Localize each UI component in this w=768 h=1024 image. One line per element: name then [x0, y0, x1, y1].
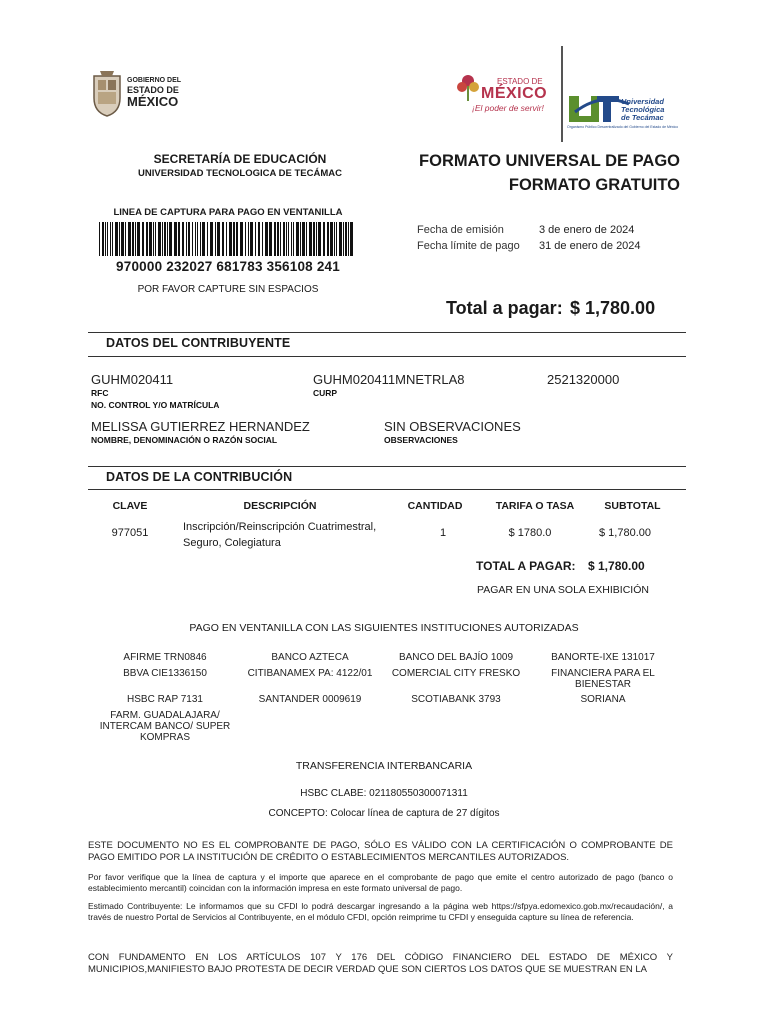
- contribuyente-section-title: DATOS DEL CONTRIBUYENTE: [106, 336, 291, 350]
- flower-emblem-icon: [455, 72, 481, 102]
- curp-value: GUHM020411MNETRLA8: [313, 372, 465, 387]
- capture-line-label: LINEA DE CAPTURA PARA PAGO EN VENTANILLA: [113, 207, 343, 218]
- bank-item: BANORTE-IXE 131017: [551, 652, 655, 663]
- barcode-bar: [167, 222, 168, 256]
- coat-of-arms-icon: [90, 68, 124, 118]
- curp-label: CURP: [313, 388, 338, 398]
- table-total-label: TOTAL A PAGAR:: [476, 559, 576, 573]
- barcode-bar: [288, 222, 289, 256]
- barcode: [99, 222, 353, 256]
- legal-paragraph-4: CON FUNDAMENTO EN LOS ARTÍCULOS 107 Y 176 DEL CÓDIGO FINANCIERO DEL ESTADO DE MÉXICO Y MUNICIPIOS,MANIFIESTO BAJO PROTESTA DE DECIR VERDAD QUE SON CIERTOS LOS DATOS QUE SE MUESTRAN EN LA: [88, 952, 673, 975]
- barcode-bar: [197, 222, 198, 256]
- barcode-bar: [277, 222, 279, 256]
- barcode-bar: [280, 222, 281, 256]
- bank-item: FINANCIERA PARA EL BIENESTAR: [551, 668, 655, 690]
- observations-value: SIN OBSERVACIONES: [384, 419, 521, 434]
- barcode-bar: [115, 222, 118, 256]
- ut-tecamac-logo: [567, 88, 685, 134]
- barcode-bar: [236, 222, 238, 256]
- barcode-bar: [222, 222, 224, 256]
- ut-name-line3: de Tecámac: [621, 113, 664, 122]
- gov-logo-line3: MÉXICO: [127, 94, 179, 109]
- barcode-bar: [132, 222, 134, 256]
- barcode-bar: [318, 222, 321, 256]
- exhibicion-note: PAGAR EN UNA SOLA EXHIBICIÓN: [477, 584, 649, 596]
- control-label: NO. CONTROL Y/O MATRÍCULA: [91, 400, 220, 410]
- logo-divider: [561, 46, 563, 142]
- barcode-bar: [226, 222, 227, 256]
- bank-item: CITIBANAMEX PA: 4122/01: [247, 668, 373, 679]
- barcode-bar: [99, 222, 100, 256]
- row-descripcion-line2: Seguro, Colegiatura: [183, 537, 281, 549]
- legal-paragraph-2: Por favor verifique que la línea de captura y el importe que aparece en el comprobante de pago que emite el centro autorizado de pago (banco o establecimiento mercantil) coincidan con la información impresa en este formato universal de pago.: [88, 872, 673, 893]
- barcode-bar: [192, 222, 193, 256]
- barcode-bar: [269, 222, 272, 256]
- university-title: UNIVERSIDAD TECNOLOGICA DE TECÁMAC: [138, 168, 342, 179]
- ut-subtitle: Organismo Público Descentralizado del Gobierno del Estado de México: [567, 125, 679, 129]
- legal-paragraph-1: ESTE DOCUMENTO NO ES EL COMPROBANTE DE PAGO, SÓLO ES VÁLIDO CON LA CERTIFICACIÓN O COMPROBANTE DE PAGO EMITIDO POR LA INSTITUCIÓN DE CRÉDITO O ESTABLECIMIENTOS MERCANTILES AUTORIZADOS.: [88, 840, 673, 863]
- total-label: Total a pagar:: [446, 298, 563, 318]
- barcode-bar: [169, 222, 172, 256]
- barcode-bar: [300, 222, 301, 256]
- barcode-bar: [174, 222, 177, 256]
- name-value: MELISSA GUTIERREZ HERNANDEZ: [91, 419, 310, 434]
- row-clave: 977051: [111, 527, 149, 539]
- barcode-bar: [153, 222, 154, 256]
- barcode-bar: [313, 222, 315, 256]
- divider-bottom-contribuyente: [88, 356, 686, 357]
- barcode-bar: [240, 222, 243, 256]
- barcode-bar: [149, 222, 152, 256]
- bank-item: HSBC RAP 7131: [127, 694, 203, 705]
- barcode-bar: [286, 222, 287, 256]
- barcode-bar: [343, 222, 344, 256]
- barcode-bar: [210, 222, 213, 256]
- bank-item: BANCO DEL BAJÍO 1009: [398, 652, 514, 663]
- rfc-label: RFC: [91, 388, 109, 398]
- barcode-bar: [119, 222, 120, 256]
- barcode-bar: [309, 222, 312, 256]
- header-cantidad: CANTIDAD: [407, 500, 463, 512]
- barcode-bar: [316, 222, 317, 256]
- barcode-bar: [200, 222, 201, 256]
- barcode-bar: [112, 222, 113, 256]
- bank-item: FARM. GUADALAJARA/ INTERCAM BANCO/ SUPER KOMPRAS: [99, 710, 231, 743]
- edomex-slogan: ¡El poder de servir!: [472, 103, 544, 113]
- barcode-bar: [215, 222, 216, 256]
- barcode-bar: [125, 222, 126, 256]
- barcode-bar: [327, 222, 329, 256]
- barcode-bar: [245, 222, 246, 256]
- contribucion-section-title: DATOS DE LA CONTRIBUCIÓN: [106, 470, 293, 484]
- gobierno-estado-mexico-logo: [90, 68, 200, 120]
- divider-top-contribuyente: [88, 332, 686, 333]
- barcode-bar: [164, 222, 166, 256]
- barcode-bar: [207, 222, 208, 256]
- bank-item: SORIANA: [580, 694, 626, 705]
- matricula-value: 2521320000: [547, 372, 620, 387]
- barcode-bar: [142, 222, 144, 256]
- row-descripcion-line1: Inscripción/Reinscripción Cuatrimestral,: [183, 521, 377, 533]
- barcode-bar: [262, 222, 263, 256]
- ut-name-line2: Tecnológica: [621, 105, 665, 114]
- limit-date-label: Fecha límite de pago: [417, 240, 520, 252]
- barcode-bar: [283, 222, 285, 256]
- concepto: CONCEPTO: Colocar línea de captura de 27 dígitos: [268, 808, 500, 819]
- barcode-bar: [102, 222, 104, 256]
- gov-logo-line2: ESTADO DE: [127, 85, 179, 95]
- barcode-bar: [155, 222, 156, 256]
- bank-item: COMERCIAL CITY FRESKO: [391, 668, 521, 679]
- bank-item: AFIRME TRN0846: [123, 652, 207, 663]
- barcode-bar: [302, 222, 305, 256]
- barcode-bar: [217, 222, 220, 256]
- estado-de-mexico-logo: [455, 70, 555, 120]
- format-title-2: FORMATO GRATUITO: [508, 176, 680, 194]
- name-label: NOMBRE, DENOMINACIÓN O RAZÓN SOCIAL: [91, 435, 278, 445]
- barcode-bar: [334, 222, 335, 256]
- barcode-bar: [255, 222, 256, 256]
- barcode-bar: [323, 222, 325, 256]
- barcode-bar: [291, 222, 292, 256]
- barcode-bar: [336, 222, 337, 256]
- bank-item: BBVA CIE1336150: [123, 668, 207, 679]
- barcode-bar: [229, 222, 232, 256]
- barcode-bar: [121, 222, 124, 256]
- observations-label: OBSERVACIONES: [384, 435, 458, 445]
- barcode-bar: [248, 222, 249, 256]
- barcode-bar: [158, 222, 161, 256]
- capture-line-number: 970000 232027 681783 356108 241: [116, 259, 340, 274]
- edomex-line1: ESTADO DE: [497, 77, 543, 86]
- ut-name-line1: Universidad: [621, 97, 664, 106]
- barcode-bar: [250, 222, 253, 256]
- clabe: HSBC CLABE: 021180550300071311: [300, 788, 468, 799]
- divider-bottom-contribucion: [88, 489, 686, 490]
- barcode-bar: [202, 222, 205, 256]
- barcode-bar: [274, 222, 276, 256]
- barcode-bar: [258, 222, 260, 256]
- divider-top-contribucion: [88, 466, 686, 467]
- barcode-bar: [348, 222, 349, 256]
- barcode-bar: [195, 222, 196, 256]
- transfer-title: TRANSFERENCIA INTERBANCARIA: [295, 760, 473, 772]
- limit-date-value: 31 de enero de 2024: [539, 240, 641, 252]
- barcode-bar: [339, 222, 342, 256]
- legal-paragraph-3: Estimado Contribuyente: Le informamos que su CFDI lo podrá descargar ingresando a la página web https://sfpya.edomexico.gob.mx/recaudación/, a través de nuestro Portal de Servicios al Contribuyente, en el módulo CFDI, opción reimprime tu CFDI y enseguida capture su línea de referencia.: [88, 901, 673, 922]
- barcode-bar: [137, 222, 140, 256]
- barcode-bar: [293, 222, 294, 256]
- rfc-value: GUHM020411: [91, 372, 174, 387]
- barcode-bar: [110, 222, 111, 256]
- barcode-bar: [345, 222, 347, 256]
- header-subtotal: SUBTOTAL: [604, 500, 661, 512]
- barcode-bar: [265, 222, 268, 256]
- barcode-bar: [128, 222, 131, 256]
- barcode-bar: [306, 222, 307, 256]
- header-clave: CLAVE: [112, 500, 148, 512]
- barcode-bar: [105, 222, 106, 256]
- barcode-bar: [162, 222, 163, 256]
- barcode-bar: [296, 222, 299, 256]
- barcode-bar: [350, 222, 353, 256]
- barcode-bar: [107, 222, 108, 256]
- header-descripcion: DESCRIPCIÓN: [243, 500, 317, 512]
- barcode-bar: [330, 222, 333, 256]
- barcode-bar: [188, 222, 190, 256]
- payment-title: PAGO EN VENTANILLA CON LAS SIGUIENTES INSTITUCIONES AUTORIZADAS: [189, 622, 579, 634]
- barcode-bar: [182, 222, 184, 256]
- secretaria-title: SECRETARÍA DE EDUCACIÓN: [153, 152, 327, 166]
- barcode-bar: [186, 222, 187, 256]
- bank-item: SANTANDER 0009619: [258, 694, 362, 705]
- header-tarifa: TARIFA O TASA: [495, 500, 575, 512]
- issue-date-label: Fecha de emisión: [417, 224, 504, 236]
- issue-date-value: 3 de enero de 2024: [539, 224, 635, 236]
- capture-note: POR FAVOR CAPTURE SIN ESPACIOS: [137, 284, 319, 295]
- row-cantidad: 1: [439, 527, 447, 539]
- edomex-line2: MÉXICO: [481, 85, 548, 102]
- row-tarifa: $ 1780.0: [508, 527, 552, 539]
- bank-item: BANCO AZTECA: [271, 652, 349, 663]
- barcode-bar: [135, 222, 136, 256]
- gov-logo-line1: GOBIERNO DEL: [127, 77, 182, 84]
- barcode-bar: [178, 222, 180, 256]
- format-title-1: FORMATO UNIVERSAL DE PAGO: [419, 152, 680, 170]
- barcode-bar: [233, 222, 235, 256]
- barcode-bar: [146, 222, 148, 256]
- table-total-value: $ 1,780.00: [588, 559, 645, 573]
- total-value: $ 1,780.00: [570, 298, 656, 318]
- row-subtotal: $ 1,780.00: [599, 527, 651, 539]
- bank-item: SCOTIABANK 3793: [411, 694, 501, 705]
